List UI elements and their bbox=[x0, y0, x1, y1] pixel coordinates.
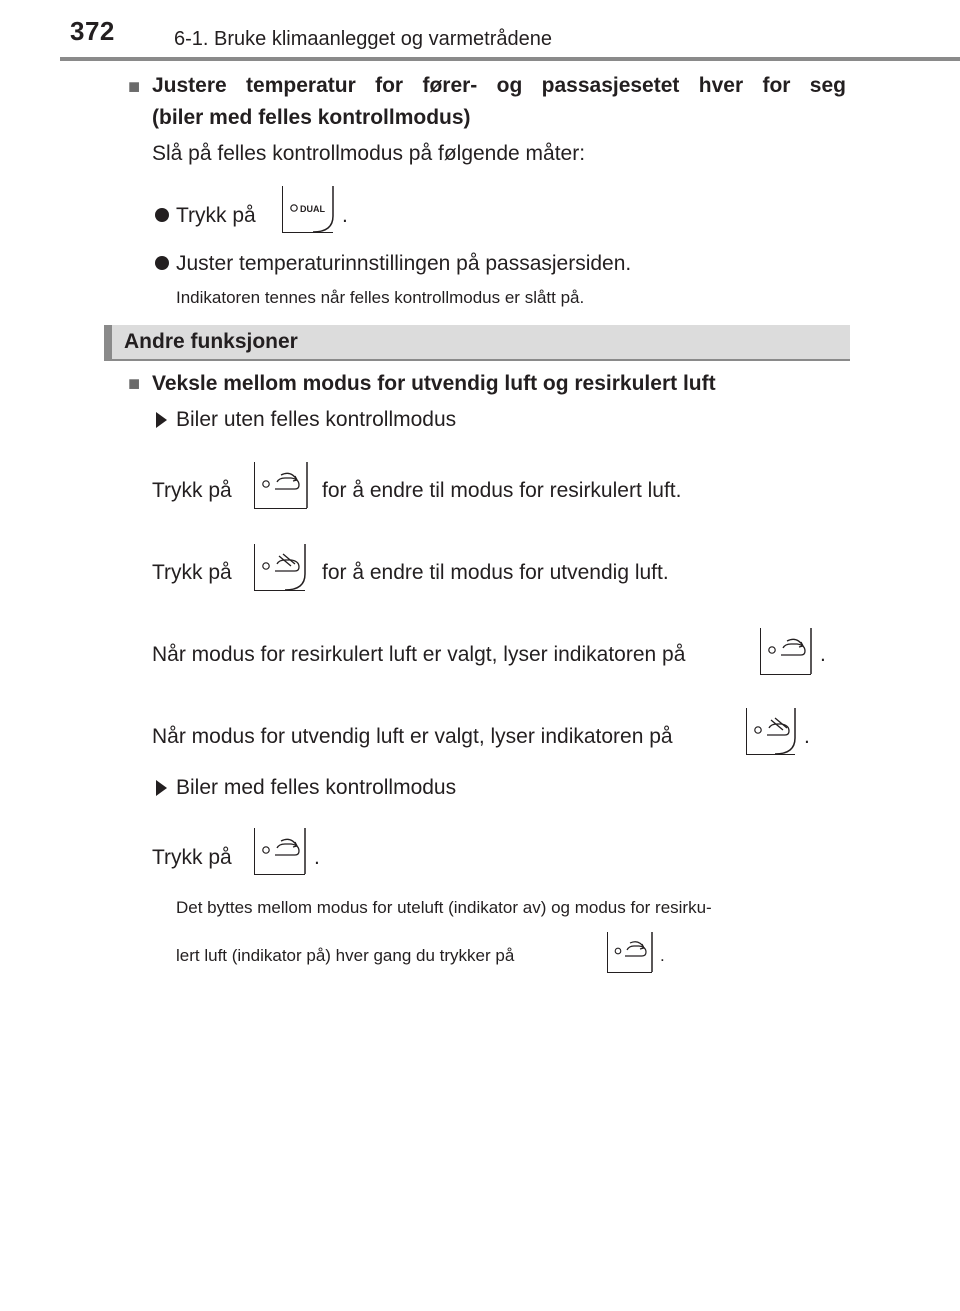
recirculated-air-button-icon bbox=[254, 462, 307, 509]
sub-heading-1: Biler uten felles kontrollmodus bbox=[176, 408, 457, 431]
note-line-1: Det byttes mellom modus for uteluft (indikator av) og modus for resirku- bbox=[176, 898, 712, 917]
svg-text:DUAL: DUAL bbox=[300, 204, 325, 214]
bullet1-period: . bbox=[342, 204, 348, 227]
recirculated-air-button-icon bbox=[254, 828, 305, 875]
bullet2-text: Juster temperaturinnstillingen på passasjersiden. bbox=[176, 252, 632, 275]
line1-a: Trykk på bbox=[152, 479, 232, 502]
dual-button-icon bbox=[282, 186, 333, 233]
heading-separate-temp bbox=[152, 70, 846, 134]
note-line-2: lert luft (indikator på) hver gang du trykker på bbox=[176, 946, 515, 965]
triangle-bullet bbox=[156, 780, 167, 796]
band-title: Andre funksjoner bbox=[124, 330, 298, 353]
header-rule bbox=[60, 57, 960, 61]
section-title: 6-1. Bruke klimaanlegget og varmetrådene bbox=[174, 28, 552, 50]
line2-a: Trykk på bbox=[152, 561, 232, 584]
sub-heading-2: Biler med felles kontrollmodus bbox=[176, 776, 457, 799]
line4-period: . bbox=[804, 725, 810, 748]
outside-air-button-icon bbox=[254, 544, 305, 591]
triangle-bullet bbox=[156, 412, 167, 428]
intro-text: Slå på felles kontrollmodus på følgende måter: bbox=[152, 142, 586, 165]
bullet-dot bbox=[155, 256, 169, 270]
recirculated-air-button-icon bbox=[607, 932, 652, 973]
line2-b: for å endre til modus for utvendig luft. bbox=[322, 561, 669, 584]
note-line-2-period: . bbox=[660, 946, 665, 965]
line5-period: . bbox=[314, 846, 320, 869]
square-bullet: ■ bbox=[128, 76, 141, 98]
line3-period: . bbox=[820, 643, 826, 666]
line1-b: for å endre til modus for resirkulert luft. bbox=[322, 479, 682, 502]
square-bullet: ■ bbox=[128, 373, 141, 395]
heading-line-2: (biler med felles kontrollmodus) bbox=[152, 106, 471, 129]
note-indicator: Indikatoren tennes når felles kontrollmodus er slått på. bbox=[176, 288, 585, 307]
page-number: 372 bbox=[70, 16, 115, 46]
line3-a: Når modus for resirkulert luft er valgt, lyser indikatoren på bbox=[152, 643, 686, 666]
bullet1-text: Trykk på bbox=[176, 204, 256, 227]
line4-a: Når modus for utvendig luft er valgt, lyser indikatoren på bbox=[152, 725, 673, 748]
outside-air-button-icon bbox=[746, 708, 795, 755]
recirculated-air-button-icon bbox=[760, 628, 811, 675]
bullet-dot bbox=[155, 208, 169, 222]
heading-air-mode: Veksle mellom modus for utvendig luft og resirkulert luft bbox=[152, 372, 716, 395]
heading-line-1: Justere temperatur for fører- og passasjesetet hver for seg bbox=[152, 74, 846, 97]
line5-a: Trykk på bbox=[152, 846, 232, 869]
